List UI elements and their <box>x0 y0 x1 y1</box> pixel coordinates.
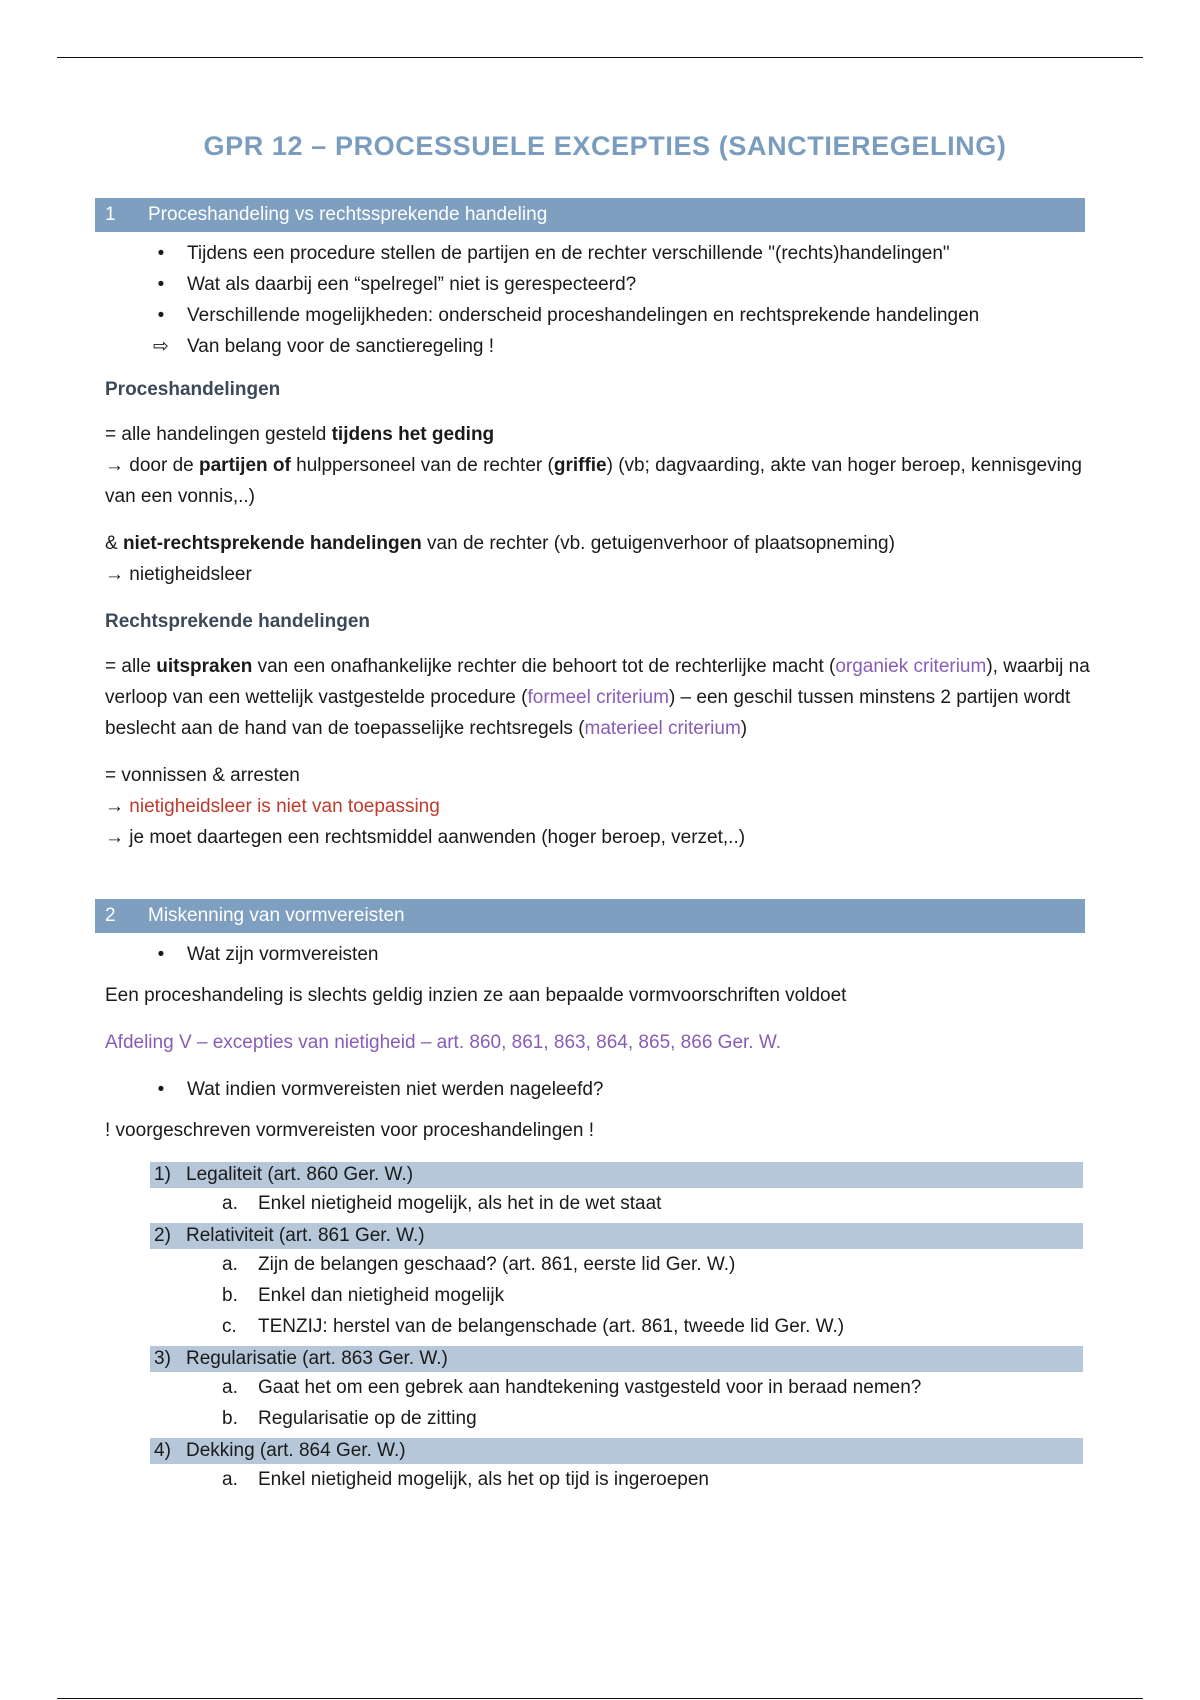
list-item: • Tijdens een procedure stellen de partijen en de rechter verschillende "(rechts)handelingen" <box>105 238 1095 269</box>
arrow-icon: ⇨ <box>153 336 169 357</box>
page-title: GPR 12 – PROCESSUELE EXCEPTIES (SANCTIEREGELING) <box>203 131 1007 161</box>
bottom-rule <box>57 1698 1143 1699</box>
document-page <box>105 128 1095 1495</box>
bullet-list <box>105 939 1095 970</box>
paragraph: Een proceshandeling is slechts geldig inzien ze aan bepaalde vormvoorschriften voldoet <box>105 985 847 1006</box>
list-item: • Wat indien vormvereisten niet werden nageleefd? <box>105 1074 1095 1105</box>
numbered-list <box>150 1162 1083 1495</box>
sub-item: a. Enkel nietigheid mogelijk, als het in de wet staat <box>222 1193 662 1214</box>
paragraph: = vonnissen & arresten → nietigheidsleer is niet van toepassing → je moet daartegen een rechtsmiddel aanwenden (hoger beroep, verzet,..) <box>105 765 746 848</box>
paragraph: ! voorgeschreven vormvereisten voor proceshandelingen ! <box>105 1120 594 1141</box>
afdeling-reference: Afdeling V – excepties van nietigheid – art. 860, 861, 863, 864, 865, 866 Ger. W. <box>105 1032 782 1053</box>
numbered-item-header: 1) Legaliteit (art. 860 Ger. W.) <box>150 1162 1083 1188</box>
bullet-list <box>105 238 1095 362</box>
bullet-icon: • <box>157 1079 165 1100</box>
section-number: 1 <box>105 204 116 225</box>
paragraph: & niet-rechtsprekende handelingen van de rechter (vb. getuigenverhoor of plaatsopneming) → nietigheidsleer <box>105 533 895 585</box>
section-2-heading <box>95 899 1085 933</box>
paragraph: = alle handelingen gesteld tijdens het geding → door de partijen of hulppersoneel van de rechter (griffie) (vb; dagvaarding, akte van hoger beroep, kennisgeving van een vonnis,..) <box>105 424 1082 507</box>
list-item: • Verschillende mogelijkheden: onderscheid proceshandelingen en rechtsprekende handelingen <box>105 300 1095 331</box>
bullet-icon: • <box>157 944 165 965</box>
section-1-heading <box>95 198 1085 232</box>
bullet-icon: • <box>157 243 165 264</box>
sub-item: a. Zijn de belangen geschaad? (art. 861, eerste lid Ger. W.) <box>222 1254 736 1275</box>
subheading-rechtsprekende: Rechtsprekende handelingen <box>105 611 371 632</box>
section-title: Proceshandeling vs rechtssprekende handeling <box>148 204 548 225</box>
sub-item: b. Enkel dan nietigheid mogelijk <box>222 1285 505 1306</box>
numbered-item-header: 4) Dekking (art. 864 Ger. W.) <box>150 1438 1083 1464</box>
bullet-icon: • <box>157 305 165 326</box>
sub-item: b. Regularisatie op de zitting <box>222 1408 477 1429</box>
sub-item: a. Gaat het om een gebrek aan handtekening vastgesteld voor in beraad nemen? <box>222 1377 922 1398</box>
sub-item: c. TENZIJ: herstel van de belangenschade (art. 861, tweede lid Ger. W.) <box>222 1316 845 1337</box>
list-item: ⇨ Van belang voor de sanctieregeling ! <box>105 331 1095 362</box>
section-number: 2 <box>105 905 116 926</box>
list-item: • Wat als daarbij een “spelregel” niet is gerespecteerd? <box>105 269 1095 300</box>
subheading-proceshandelingen: Proceshandelingen <box>105 379 281 400</box>
bullet-icon: • <box>157 274 165 295</box>
paragraph: = alle uitspraken van een onafhankelijke rechter die behoort tot de rechterlijke macht (organiek criterium), waarbij na verloop van een wettelijk vastgestelde procedure (formeel criterium) – een geschil tussen minstens 2 partijen wordt beslecht aan de hand van de toepasselijke rechtsregels (materieel criterium) <box>105 656 1090 739</box>
list-item: • Wat zijn vormvereisten <box>105 939 1095 970</box>
bullet-list <box>105 1074 1095 1105</box>
top-rule <box>57 57 1143 58</box>
numbered-item-header: 2) Relativiteit (art. 861 Ger. W.) <box>150 1223 1083 1249</box>
sub-item: a. Enkel nietigheid mogelijk, als het op tijd is ingeroepen <box>222 1469 709 1490</box>
numbered-item-header: 3) Regularisatie (art. 863 Ger. W.) <box>150 1346 1083 1372</box>
section-title: Miskenning van vormvereisten <box>148 905 405 926</box>
